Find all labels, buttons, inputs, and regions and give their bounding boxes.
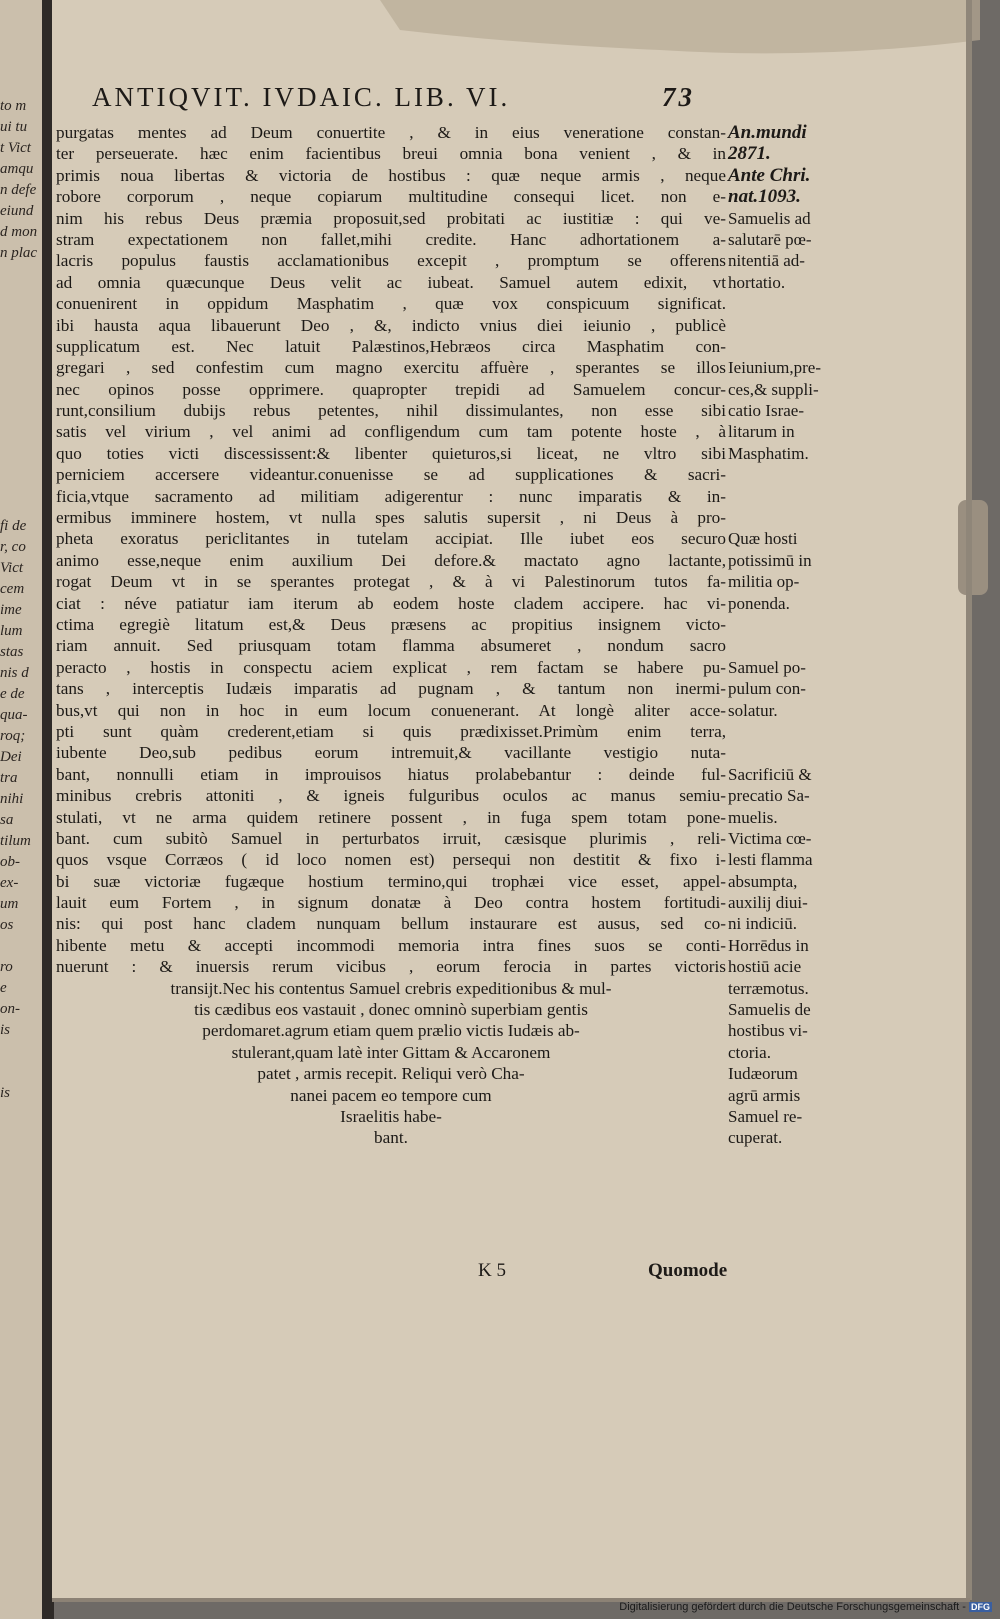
body-line: ibi hausta aqua libauerunt Deo , &, indicto vnius diei ieiunio , publicè bbox=[56, 315, 726, 335]
body-line: quo toties victi discessissent:& libenter quieturos,si liceat, ne vltro sibi bbox=[56, 443, 726, 463]
margin-note-line: Samuel re- bbox=[728, 1106, 803, 1126]
body-line: gregari , sed confestim cum magno exercitu affuère , sperantes se illos bbox=[56, 358, 726, 378]
margin-note-line bbox=[728, 721, 856, 742]
margin-note-line: Masphatim. bbox=[728, 443, 809, 463]
leaf-fragment: tra bbox=[0, 770, 18, 786]
body-line: peracto , hostis in conspectu aciem explicat , rem factam se habere pu- bbox=[56, 657, 726, 677]
margin-note-line: agrū armis bbox=[728, 1085, 801, 1105]
leaf-fragment: nihi bbox=[0, 791, 24, 807]
leaf-fragment: nis d bbox=[0, 665, 29, 681]
margin-note-line: pulum con- bbox=[728, 679, 806, 699]
leaf-fragment bbox=[0, 369, 50, 390]
leaf-fragment bbox=[0, 474, 50, 495]
body-line: nec opinos posse opprimere. quapropter trepidi ad Samuelem concur- bbox=[56, 379, 726, 399]
margin-note-line: hostibus vi- bbox=[728, 1021, 808, 1041]
body-line: primis noua libertas & victoria de hostibus : quæ neque armis , neque bbox=[56, 165, 726, 185]
margin-note-line: solatur. bbox=[728, 700, 778, 720]
margin-note-line bbox=[728, 315, 856, 336]
body-line: riam annuit. Sed priusquam totam flamma absumeret , nondum sacro bbox=[56, 636, 726, 656]
body-line: ciat : néve patiatur iam iterum ab eodem hoste cladem accipere. hac vi- bbox=[56, 593, 726, 613]
body-line: transijt.Nec his contentus Samuel crebris expeditionibus & mul- bbox=[170, 978, 612, 998]
margin-note-line: Iudæorum bbox=[728, 1064, 798, 1084]
body-line: ad omnia quæcunque Deus velit ac iubeat. Samuel autem edixit, vt bbox=[56, 272, 726, 292]
leaf-fragment: lum bbox=[0, 623, 23, 639]
leaf-fragment: e bbox=[0, 980, 7, 996]
leaf-fragment: stas bbox=[0, 644, 24, 660]
leaf-fragment: os bbox=[0, 917, 14, 933]
leaf-fragment: ui tu bbox=[0, 119, 28, 135]
leaf-fragment: r, co bbox=[0, 539, 26, 555]
body-line: purgatas mentes ad Deum conuertite , & in eius veneratione constan- bbox=[56, 123, 726, 142]
page-number: 73 bbox=[662, 82, 695, 112]
marginal-notes bbox=[728, 122, 856, 1149]
leaf-fragment: n defe bbox=[0, 182, 37, 198]
body-line: bant. cum subitò Samuel in perturbatos irruit, cæsisque plurimis , reli- bbox=[56, 828, 726, 848]
leaf-fragment: fi de bbox=[0, 518, 27, 534]
body-line: ficia,vtque sacramento ad militiam adigerentur : nunc imparatis & in- bbox=[56, 486, 726, 506]
margin-note-line: muelis. bbox=[728, 807, 778, 827]
margin-note-line: Victima cœ- bbox=[728, 828, 812, 848]
body-line: bant, nonnulli etiam in improuisos hiatus prolabebantur : deinde ful- bbox=[56, 764, 726, 784]
body-line: tis cædibus eos vastauit , donec omninò superbiam gentis bbox=[194, 1000, 588, 1020]
margin-note-line: ponenda. bbox=[728, 593, 790, 613]
main-text-column bbox=[56, 122, 726, 1149]
leaf-fragment: ime bbox=[0, 602, 22, 618]
margin-note-line: militia op- bbox=[728, 572, 800, 592]
dfg-logo: DFG bbox=[971, 1602, 990, 1612]
body-line: minibus crebris attoniti , & igneis fulguribus oculos ac manus semiu- bbox=[56, 786, 726, 806]
leaf-fragment: Vict bbox=[0, 560, 24, 576]
margin-note-line bbox=[728, 486, 856, 507]
leaf-fragment bbox=[0, 327, 50, 348]
body-line: ter perseuerate. hæc enim facientibus breui omnia bona venient , & in bbox=[56, 144, 726, 164]
margin-note-line: Ante Chri. bbox=[728, 164, 811, 186]
leaf-fragment bbox=[0, 285, 50, 306]
body-line: nis: qui post hanc cladem nunquam bellum instaurare est ausus, sed co- bbox=[56, 914, 726, 934]
margin-note-line: ces,& suppli- bbox=[728, 379, 819, 399]
margin-note-line: An.mundi bbox=[728, 122, 807, 143]
body-line: tans , interceptis Iudæis imparatis ad pugnam , & tantum non inermi- bbox=[56, 679, 726, 699]
body-line: animo esse,neque enim auxilium Dei defore.& mactato agno lactante, bbox=[56, 550, 726, 570]
margin-note-line: auxilij diui- bbox=[728, 893, 808, 913]
margin-note-line: nat.1093. bbox=[728, 186, 801, 208]
body-line: hibente metu & accepti incommodi memoria intra fines suos se conti- bbox=[56, 935, 726, 955]
body-line: bus,vt qui non in hoc in eum locum conuenerant. At longè aliter acce- bbox=[56, 700, 726, 720]
leaf-fragment: t Vict bbox=[0, 140, 31, 156]
leaf-fragment: is bbox=[0, 1022, 11, 1038]
leaf-fragment: d mon bbox=[0, 224, 38, 240]
leaf-fragment bbox=[0, 306, 50, 327]
margin-note-line: Quæ hosti bbox=[728, 529, 798, 549]
leaf-fragment: is bbox=[0, 1085, 11, 1101]
margin-note-line: Samuelis ad bbox=[728, 208, 811, 228]
body-line: lauit eum Fortem , in signum donatæ à Deo contra hostem fortitudi- bbox=[56, 893, 726, 913]
body-line: lacris populus faustis acclamationibus excepit , promptum se offerens bbox=[56, 251, 726, 271]
page-footer bbox=[0, 1260, 1000, 1290]
catchword: Quomode bbox=[648, 1260, 728, 1281]
leaf-fragment: ro bbox=[0, 959, 13, 975]
leaf-fragment bbox=[0, 1041, 50, 1062]
leaf-fragment bbox=[0, 348, 50, 369]
body-line: robore corporum , neque copiarum multitudine consequi licet. non e- bbox=[56, 187, 726, 207]
body-line: quos vsque Corræos ( id loco nomen est) persequi non destitit & fixo i- bbox=[56, 850, 726, 870]
margin-note-line: litarum in bbox=[728, 422, 795, 442]
margin-note-line: lesti flamma bbox=[728, 850, 813, 870]
body-line: perniciem accersere videantur.conuenisse se ad supplicationes & sacri- bbox=[56, 465, 726, 485]
body-line: nanei pacem eo tempore cum bbox=[290, 1085, 492, 1105]
margin-note-line: ctoria. bbox=[728, 1042, 771, 1062]
signature-mark: K 5 bbox=[478, 1260, 506, 1281]
leaf-fragment: roq; bbox=[0, 728, 26, 744]
leaf-fragment: eiund bbox=[0, 203, 34, 219]
body-line: ctima egregiè litatum est,& Deus præsens ac propitius insignem victo- bbox=[56, 614, 726, 634]
body-line: nuerunt : & inuersis rerum vicibus , eorum ferocia in partes victoris bbox=[56, 957, 726, 977]
margin-note-line bbox=[728, 293, 856, 314]
body-line: nim his rebus Deus præmia proposuit,sed probitati ac iustitiæ : qui ve- bbox=[56, 208, 726, 228]
margin-note-line: Sacrificiū & bbox=[728, 764, 812, 784]
leaf-fragment: n plac bbox=[0, 245, 38, 261]
leaf-fragment: tilum bbox=[0, 833, 31, 849]
margin-note-line bbox=[728, 614, 856, 635]
digitization-credit bbox=[619, 1601, 992, 1613]
body-line: patet , armis recepit. Reliqui verò Cha- bbox=[257, 1064, 525, 1084]
margin-note-line: cuperat. bbox=[728, 1128, 783, 1148]
leaf-fragment: um bbox=[0, 896, 19, 912]
margin-note-line bbox=[728, 464, 856, 485]
margin-note-line: catio Israe- bbox=[728, 401, 804, 421]
leaf-fragment bbox=[0, 453, 50, 474]
body-line: iubente Deo,sub pedibus eorum intremuit,& vacillante vestigio nuta- bbox=[56, 743, 726, 763]
margin-note-line: Samuelis de bbox=[728, 1000, 811, 1020]
body-line: perdomaret.agrum etiam quem prælio victis Iudæis ab- bbox=[202, 1021, 580, 1041]
leaf-fragment bbox=[0, 432, 50, 453]
body-line: ermibus imminere hostem, vt nulla spes salutis supersit , ni Deus à pro- bbox=[56, 508, 726, 528]
margin-note-line: Horrēdus in bbox=[728, 935, 809, 955]
margin-note-line bbox=[728, 336, 856, 357]
margin-note-line bbox=[728, 507, 856, 528]
margin-note-line: nitentiā ad- bbox=[728, 251, 805, 271]
leaf-fragment: Dei bbox=[0, 749, 22, 765]
leaf-fragment: amqu bbox=[0, 161, 34, 177]
leaf-fragment: on- bbox=[0, 1001, 20, 1017]
leaf-fragment bbox=[0, 495, 50, 516]
leaf-fragment bbox=[0, 264, 50, 285]
leaf-fragment bbox=[0, 411, 50, 432]
body-line: pti sunt quàm crederent,etiam si quis prædixisset.Primùm enim terra, bbox=[56, 721, 726, 741]
body-line: bant. bbox=[374, 1128, 408, 1148]
margin-note-line: Samuel po- bbox=[728, 657, 806, 677]
leaf-fragment: cem bbox=[0, 581, 25, 597]
leaf-fragment bbox=[0, 1062, 50, 1083]
body-line: stulerant,quam latè inter Gittam & Accaronem bbox=[231, 1042, 551, 1062]
leaf-fragment: ex- bbox=[0, 875, 19, 891]
leaf-fragment: e de bbox=[0, 686, 25, 702]
body-line: conuenirent in oppidum Masphatim , quæ vox conspicuum significat. bbox=[56, 294, 726, 314]
margin-note-line: hortatio. bbox=[728, 272, 786, 292]
leaf-fragment: qua- bbox=[0, 707, 28, 723]
running-title: ANTIQVIT. IVDAIC. LIB. VI. bbox=[92, 82, 511, 112]
margin-note-line: absumpta, bbox=[728, 871, 798, 891]
margin-note-line: 2871. bbox=[728, 143, 771, 165]
leaf-fragment: to m bbox=[0, 98, 27, 114]
body-line: Israelitis habe- bbox=[340, 1106, 442, 1126]
margin-note-line: potissimū in bbox=[728, 550, 812, 570]
body-line: rogat Deum vt in se sperantes protegat , & à vi Palestinorum tutos fa- bbox=[56, 572, 726, 592]
leaf-fragment bbox=[0, 936, 50, 957]
margin-note-line: Ieiunium,pre- bbox=[728, 358, 821, 378]
margin-note-line: precatio Sa- bbox=[728, 786, 810, 806]
body-line: satis vel virium , vel animi ad confligendum cum tam potente hoste , à bbox=[56, 422, 726, 442]
running-header bbox=[92, 82, 712, 122]
body-line: bi suæ victoriæ fugæque hostium termino,qui trophæi vice esset, appel- bbox=[56, 871, 726, 891]
body-line: stulati, vt ne arma quidem retinere possent , in fuga spem totam pone- bbox=[56, 807, 726, 827]
margin-note-line bbox=[728, 635, 856, 656]
margin-note-line: terræmotus. bbox=[728, 978, 809, 998]
margin-note-line: ni indiciū. bbox=[728, 914, 797, 934]
body-line: stram expectationem non fallet,mihi credite. Hanc adhortationem a- bbox=[56, 229, 726, 249]
body-line: supplicatum est. Nec latuit Palæstinos,Hebræos circa Masphatim con- bbox=[56, 336, 726, 356]
leaf-fragment: ob- bbox=[0, 854, 20, 870]
body-line: runt,consilium dubijs rebus petentes, nihil dissimulantes, non esse sibi bbox=[56, 401, 726, 421]
leaf-fragment bbox=[0, 390, 50, 411]
margin-note-line bbox=[728, 742, 856, 763]
page-tab bbox=[958, 500, 988, 595]
margin-note-line: hostiū acie bbox=[728, 957, 802, 977]
leaf-fragment: sa bbox=[0, 812, 14, 828]
credit-text: Digitalisierung gefördert durch die Deutsche Forschungsgemeinschaft - bbox=[619, 1601, 966, 1613]
margin-note-line: salutarē pœ- bbox=[728, 229, 812, 249]
adjacent-page-fragments bbox=[0, 96, 50, 1104]
body-line: pheta exoratus periclitantes in tutelam accipiat. Ille iubet eos securo bbox=[56, 529, 726, 549]
